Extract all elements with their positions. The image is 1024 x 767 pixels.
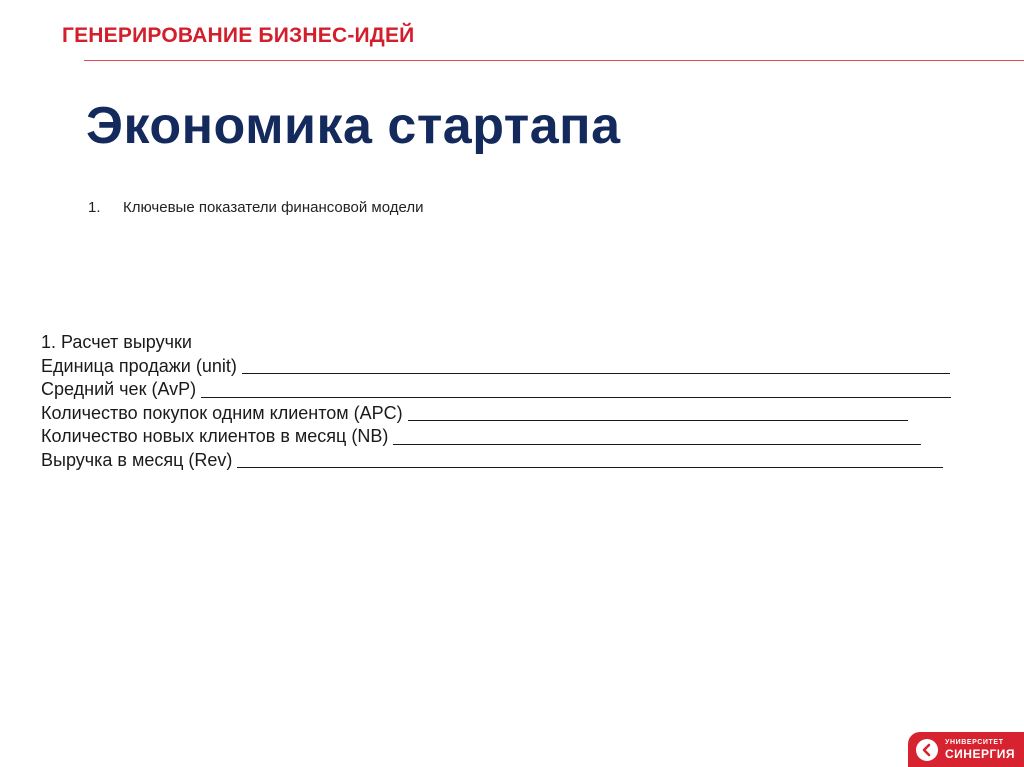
- logo-text: [945, 739, 1015, 760]
- logo-line1: УНИВЕРСИТЕТ: [945, 739, 1004, 746]
- revenue-calculation: [41, 331, 951, 472]
- fill-in-blank-line[interactable]: [408, 420, 908, 421]
- header-divider: [84, 60, 1024, 61]
- calc-heading: [41, 331, 951, 355]
- calc-row-unit: [41, 355, 951, 379]
- calc-row-label: Количество новых клиентов в месяц (NB): [41, 426, 389, 446]
- fill-in-blank-line[interactable]: [242, 373, 950, 374]
- calc-row-label: Средний чек (AvP): [41, 379, 197, 399]
- calc-row-apc: [41, 402, 951, 426]
- calc-row-label: Выручка в месяц (Rev): [41, 449, 233, 470]
- header-title: ГЕНЕРИРОВАНИЕ БИЗНЕС-ИДЕЙ: [62, 24, 415, 47]
- calc-row-label: Количество покупок одним клиентом (APC): [41, 402, 403, 423]
- fill-in-blank-line[interactable]: [237, 467, 943, 468]
- calc-row-avp: [41, 378, 951, 402]
- calc-heading-text: 1. Расчет выручки: [41, 332, 192, 352]
- calc-row-label: Единица продажи (unit): [41, 355, 237, 376]
- numbered-list: [88, 199, 423, 216]
- list-item: [88, 199, 423, 216]
- page-title: Экономика стартапа: [86, 97, 621, 155]
- calc-row-nb: [41, 425, 951, 449]
- synergy-logo-icon: [916, 739, 938, 761]
- logo-line2: СИНЕРГИЯ: [945, 747, 1016, 761]
- fill-in-blank-line[interactable]: [393, 444, 921, 445]
- calc-row-rev: [41, 449, 951, 473]
- list-item-text: Ключевые показатели финансовой модели: [123, 199, 424, 216]
- synergy-logo: [908, 732, 1024, 767]
- list-item-number: 1.: [88, 199, 101, 216]
- fill-in-blank-line[interactable]: [201, 397, 951, 398]
